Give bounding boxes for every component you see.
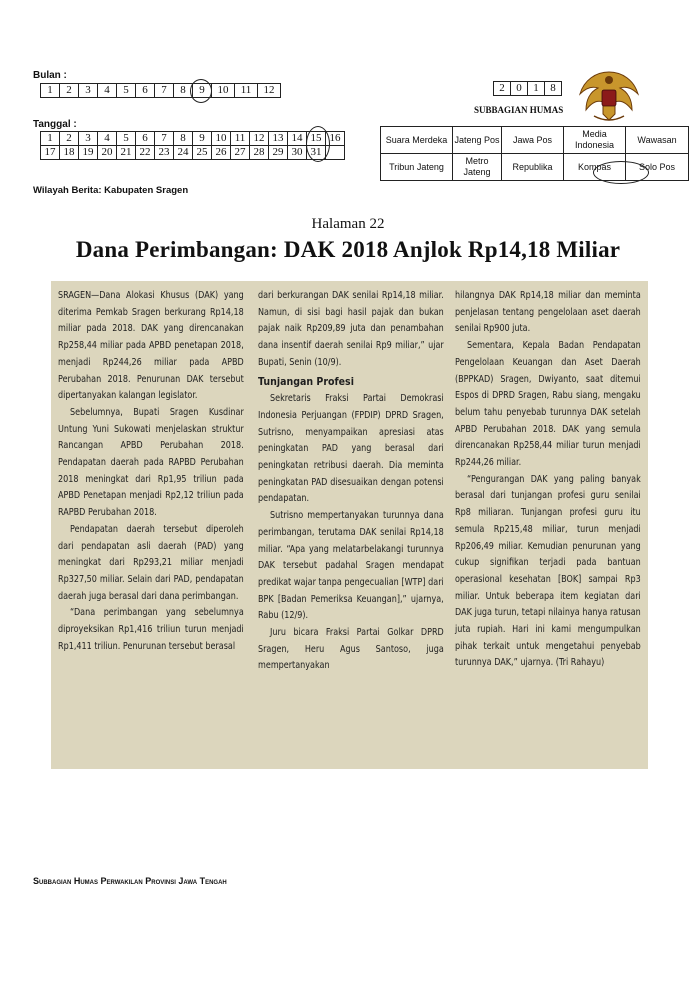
date-cell: 17 <box>41 146 60 160</box>
month-cell: 10 <box>212 84 235 98</box>
media-republika: Republika <box>502 154 564 181</box>
date-cell: 13 <box>269 132 288 146</box>
date-cell: 14 <box>288 132 307 146</box>
date-cell: 1 <box>41 132 60 146</box>
article-paragraph: hilangnya DAK Rp14,18 miliar dan meminta penjelasan tentang pengelolaan aset daerah senilai Rp900 juta. <box>455 290 641 335</box>
article-paragraph: Sementara, Kepala Badan Pendapatan Pengelolaan Keuangan dan Aset Daerah (BPPKAD) Sragen, Dwiyanto, saat ditemui Espos di DPRD Sragen, Rabu siang, mengaku belum tahu penyebab turunnya DAK setelah APBD Perubahan 2018. DAK yang semula direncanakan Rp258,44 miliar turun menjadi Rp244,26 miliar. <box>455 340 641 469</box>
month-cell: 3 <box>79 84 98 98</box>
date-cell: 7 <box>155 132 174 146</box>
date-cell: 19 <box>79 146 98 160</box>
month-cell: 9 <box>193 84 212 98</box>
article-column-3 <box>455 288 641 672</box>
date-cell: 11 <box>231 132 250 146</box>
article-paragraph: Sebelumnya, Bupati Sragen Kusdinar Untung Yuni Sukowati menjelaskan struktur Rancangan APBD Perubahan 2018. Pendapatan daerah pada RAPBD Perubahan 2018 meningkat dari Rp1,95 triliun pada APBD Penetapan menjadi Rp2,12 triliun pada RAPBD Perubahan 2018. <box>58 406 244 519</box>
date-cell: 10 <box>212 132 231 146</box>
media-wawasan: Wawasan <box>626 127 689 154</box>
months-table <box>40 83 281 98</box>
media-suara-merdeka: Suara Merdeka <box>381 127 453 154</box>
date-cell: 20 <box>98 146 117 160</box>
article-column-2 <box>258 288 444 675</box>
newspaper-clipping <box>51 281 648 769</box>
date-cell: 31 <box>307 146 326 160</box>
subbagian-humas-label: SUBBAGIAN HUMAS <box>474 105 564 115</box>
article-paragraph: “Dana perimbangan yang sebelumnya diproyeksikan Rp1,416 triliun turun menjadi Rp1,411 triliun. Penurunan tersebut berasal <box>58 607 244 652</box>
media-jateng-pos: Jateng Pos <box>453 127 502 154</box>
date-cell: 28 <box>250 146 269 160</box>
date-cell: 9 <box>193 132 212 146</box>
article-subheading: Tunjangan Profesi <box>258 374 354 388</box>
date-cell: 26 <box>212 146 231 160</box>
month-cell: 1 <box>41 84 60 98</box>
bulan-label: Bulan : <box>33 70 67 81</box>
date-cell: 15 <box>307 132 326 146</box>
headline: Dana Perimbangan: DAK 2018 Anjlok Rp14,18 Miliar <box>75 237 621 262</box>
media-kompas: Kompas <box>564 154 626 181</box>
date-cell: 4 <box>98 132 117 146</box>
date-cell: 12 <box>250 132 269 146</box>
wilayah-berita: Wilayah Berita: Kabupaten Sragen <box>33 185 189 196</box>
dates-table <box>40 131 345 160</box>
selected-month-circle <box>190 79 212 103</box>
article-paragraph: Juru bicara Fraksi Partai Golkar DPRD Sragen, Heru Agus Santoso, juga mempertanyakan <box>258 627 444 672</box>
date-cell: 6 <box>136 132 155 146</box>
date-cell: 5 <box>117 132 136 146</box>
date-cell: 22 <box>136 146 155 160</box>
article-column-1 <box>58 288 244 655</box>
media-tribun-jateng: Tribun Jateng <box>381 154 453 181</box>
date-cell: 24 <box>174 146 193 160</box>
article-paragraph: Sekretaris Fraksi Partai Demokrasi Indonesia Perjuangan (FPDIP) DPRD Sragen, Sutrisno, menyampaikan apresiasi atas peningkatan PAD yang berasal dari peningkatan retribusi daerah. Dia meminta peningkatan PAD disesuaikan dengan potensi pendapatan. <box>258 393 444 505</box>
month-cell: 4 <box>98 84 117 98</box>
month-cell: 11 <box>235 84 258 98</box>
article-paragraph: SRAGEN—Dana Alokasi Khusus (DAK) yang diterima Pemkab Sragen berkurang Rp14,18 miliar pada 2018. DAK yang direncanakan Rp258,44 miliar pada APBD penetapan 2018, menjadi Rp244,26 miliar pada APBD Perubahan 2018. Penurunan DAK tersebut dipertanyakan kalangan legislator. <box>58 290 244 402</box>
garuda-emblem-icon <box>576 66 642 124</box>
date-cell: 29 <box>269 146 288 160</box>
date-cell: 23 <box>155 146 174 160</box>
year-digit-cell: 2 <box>494 82 511 96</box>
selected-date-circle <box>306 126 330 162</box>
month-cell: 7 <box>155 84 174 98</box>
date-cell: 18 <box>60 146 79 160</box>
article-paragraph: “Pengurangan DAK yang paling banyak berasal dari tunjangan profesi guru senilai Rp8 miliaran. Tunjangan profesi guru itu semula Rp215,48 miliar, turun menjadi Rp206,49 miliar. Kemudian penurunan yang cukup signifikan terjadi pada bantuan operasional kesehatan [BOK] sampai Rp3 miliar. Untuk beberapa item kegiatan dari DAK juga turun, tetapi nilainya hanya ratusan juta rupiah. Hari ini kami mengumpulkan pihak terkait untuk mengetahui penyebab turunnya DAK,” ujarnya. (Tri Rahayu) <box>455 473 641 669</box>
media-jawa-pos: Jawa Pos <box>502 127 564 154</box>
media-solo-pos: Solo Pos <box>626 154 689 181</box>
year-table <box>493 81 562 96</box>
year-digit-cell: 1 <box>528 82 545 96</box>
article-paragraph: Pendapatan daerah tersebut diperoleh dari pendapatan asli daerah (PAD) yang meningkat dari Rp293,21 miliar menjadi Rp327,50 miliar. Selain dari PAD, pendapatan daerah juga berasal dari dana perimbangan. <box>58 523 244 602</box>
date-cell: 16 <box>326 132 345 146</box>
date-cell: 3 <box>79 132 98 146</box>
month-cell: 5 <box>117 84 136 98</box>
tanggal-label: Tanggal : <box>33 119 77 130</box>
date-cell: 30 <box>288 146 307 160</box>
footer-text: Subbagian Humas Perwakilan Provinsi Jawa Tengah <box>33 876 227 886</box>
month-cell: 8 <box>174 84 193 98</box>
date-cell: 21 <box>117 146 136 160</box>
article-paragraph: dari berkurangan DAK senilai Rp14,18 miliar. Namun, di sisi bagi hasil pajak dan bukan pajak naik Rp209,89 juta dan penambahan dana insentif daerah senilai Rp9 miliar,” ujar Bupati, Senin (10/9). <box>258 290 444 368</box>
media-metro-jateng: Metro Jateng <box>453 154 502 181</box>
year-digit-cell: 8 <box>545 82 562 96</box>
selected-media-circle <box>593 161 649 184</box>
page-number: Halaman 22 <box>311 216 385 232</box>
date-cell: 2 <box>60 132 79 146</box>
month-cell: 2 <box>60 84 79 98</box>
media-media-indonesia: Media Indonesia <box>564 127 626 154</box>
month-cell: 12 <box>258 84 281 98</box>
date-cell: 8 <box>174 132 193 146</box>
month-cell: 6 <box>136 84 155 98</box>
date-cell: 27 <box>231 146 250 160</box>
year-digit-cell: 0 <box>511 82 528 96</box>
article-paragraph: Sutrisno mempertanyakan turunnya dana perimbangan, terutama DAK senilai Rp14,18 miliar. “Apa yang melatarbelakangi turunnya DAK tersebut padahal Sragen mendapat predikat wajar tanpa pengecualian [WTP] dari BPK [Badan Pemeriksa Keuangan],” ujarnya, Rabu (12/9). <box>258 510 444 622</box>
date-cell: 25 <box>193 146 212 160</box>
